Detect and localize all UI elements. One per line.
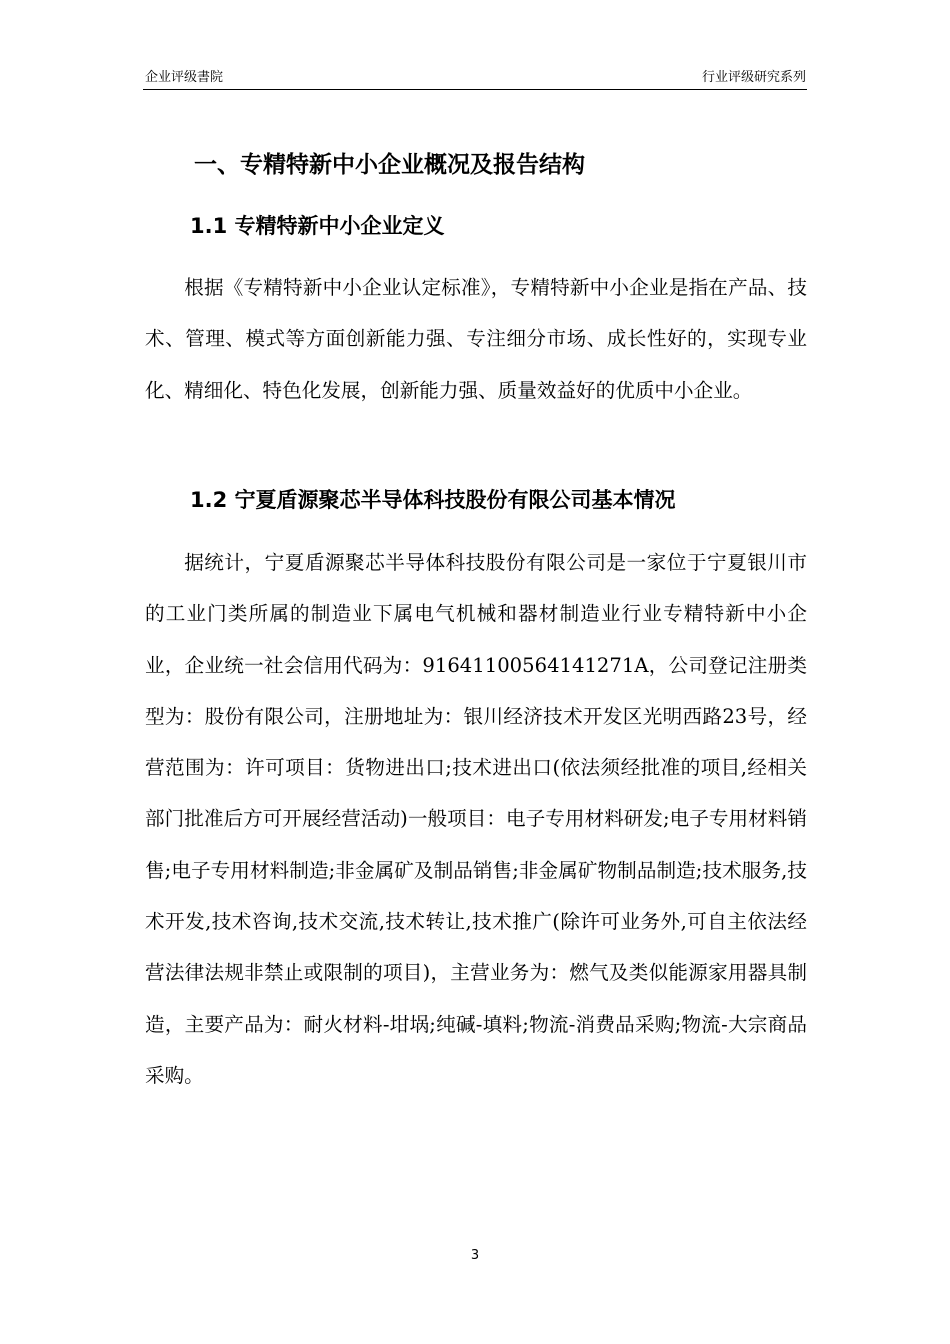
header-divider <box>143 89 807 90</box>
company-paragraph: 据统计，宁夏盾源聚芯半导体科技股份有限公司是一家位于宁夏银川市的工业门类所属的制造业下属电气机械和器材制造业行业专精特新中小企业，企业统一社会信用代码为：91641100564141271A，公司登记注册类型为：股份有限公司，注册地址为：银川经济技术开发区光明西路23号，经营范围为：许可项目：货物进出口;技术进出口(依法须经批准的项目,经相关部门批准后方可开展经营活动)一般项目：电子专用材料研发;电子专用材料销售;电子专用材料制造;非金属矿及制品销售;非金属矿物制品制造;技术服务,技术开发,技术咨询,技术交流,技术转让,技术推广(除许可业务外,可自主依法经营法律法规非禁止或限制的项目)，主营业务为：燃气及类似能源家用器具制造，主要产品为：耐火材料-坩埚;纯碱-填料;物流-消费品采购;物流-大宗商品采购。 <box>145 551 807 1087</box>
header-right-text: 行业评级研究系列 <box>701 70 806 85</box>
subsection-heading-company: 1.2 宁夏盾源聚芯半导体科技股份有限公司基本情况 <box>190 488 676 512</box>
section-heading: 一、专精特新中小企业概况及报告结构 <box>194 152 585 178</box>
header-left-text: 企业评级書院 <box>145 70 224 85</box>
subsection-heading-definition: 1.1 专精特新中小企业定义 <box>190 214 445 238</box>
page-number: 3 <box>470 1248 480 1263</box>
definition-paragraph: 根据《专精特新中小企业认定标准》，专精特新中小企业是指在产品、技术、管理、模式等方面创新能力强、专注细分市场、成长性好的，实现专业化、精细化、特色化发展，创新能力强、质量效益好的优质中小企业。 <box>145 276 807 402</box>
